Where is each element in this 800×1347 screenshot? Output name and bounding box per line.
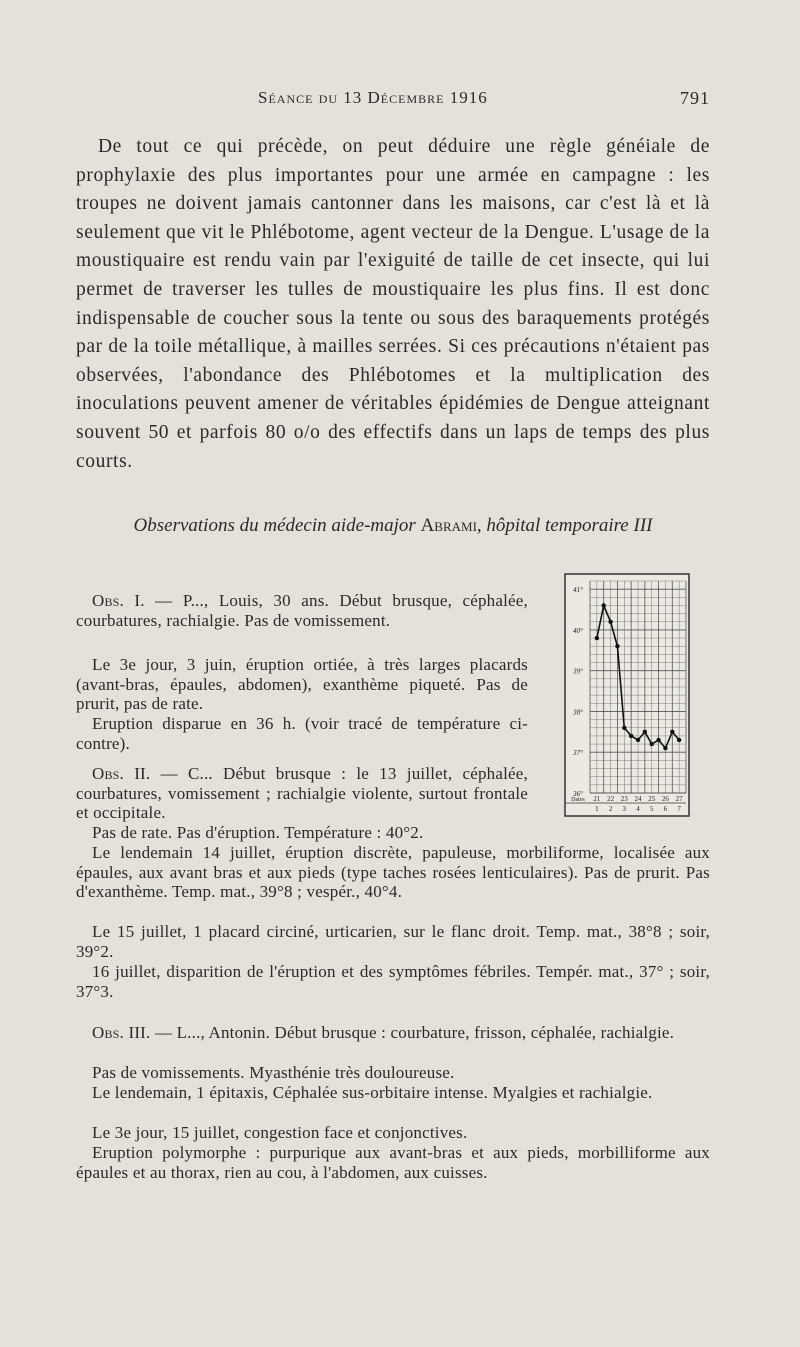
- obs3-text: — L..., Antonin. Début brusque : courbature, frisson, céphalée, rachialgie.: [150, 1023, 675, 1042]
- date-row-label: Dates: [571, 797, 585, 803]
- obs1-text: — P..., Louis, 30 ans. Début brusque, céphalée, courbatures, rachialgie. Pas de vomissement.: [76, 591, 528, 630]
- temperature-point: [615, 644, 619, 648]
- section-author: Abrami: [420, 515, 477, 536]
- x-day-label: 2: [608, 805, 613, 813]
- temperature-point: [608, 620, 612, 624]
- x-day-label: 1: [595, 805, 599, 813]
- page-number: 791: [680, 88, 710, 108]
- obs1-paragraph: [76, 591, 528, 630]
- obs2-paragraph: [76, 764, 528, 823]
- obs3-label: Obs. III.: [92, 1023, 151, 1042]
- header-title: Séance du 13 Décembre 1916: [258, 88, 488, 107]
- temperature-point: [656, 738, 660, 742]
- y-tick-label: 40°: [573, 626, 583, 635]
- x-date-label: 23: [620, 795, 628, 803]
- y-tick-label: 36°: [573, 790, 583, 798]
- x-date-label: 24: [634, 795, 642, 803]
- obs3-paragraph-2: Pas de vomissements. Myasthénie très douloureuse.: [92, 1063, 455, 1082]
- temperature-chart: [564, 573, 690, 817]
- x-day-label: 7: [677, 805, 681, 813]
- obs2-text: — C... Début brusque : le 13 juillet, céphalée, courbatures, vomissement ; rachialgie violente, surtout frontale et occipitale.: [76, 764, 528, 823]
- x-day-label: 3: [622, 805, 627, 813]
- temperature-point: [602, 603, 606, 607]
- temperature-point: [636, 738, 640, 742]
- section-title-part1: Observations du médecin aide-major: [133, 515, 421, 536]
- temperature-point: [650, 742, 654, 746]
- x-date-label: 22: [607, 795, 615, 803]
- x-date-label: 26: [661, 795, 669, 803]
- temperature-point: [663, 746, 667, 750]
- obs1-label: Obs. I.: [92, 591, 145, 610]
- x-date-label: 25: [648, 795, 656, 803]
- temperature-point: [670, 730, 674, 734]
- y-tick-label: 38°: [573, 708, 583, 717]
- y-tick-label: 39°: [573, 667, 583, 676]
- temperature-point: [643, 730, 647, 734]
- obs2-paragraph-2: Pas de rate. Pas d'éruption. Température : 40°2.: [92, 823, 424, 842]
- obs3-paragraph-4: Le 3e jour, 15 juillet, congestion face et conjonctives.: [92, 1123, 468, 1142]
- y-tick-label: 37°: [573, 749, 583, 758]
- intro-paragraph: De tout ce qui précède, on peut déduire une règle généiale de prophylaxie des plus importantes pour une armée en campagne : les troupes ne doivent jamais cantonner dans les maisons, car c'est là et là seulement que vit le Phlébotome, agent vecteur de la Dengue. L'usage de la moustiquaire est rendu vain par l'exiguité de taille de cet insecte, qui lui permet de traverser les tulles de moustiquaire les plus fins. Il est donc indispensable de coucher sous la tente ou sous des baraquements protégés par de la toile métallique, à mailles serrées. Si ces précautions n'étaient pas observées, l'abondance des Phlébotomes et la multiplication des inoculations peuvent amener de véritables épidémies de Dengue atteignant souvent 50 et parfois 80 o/o des effectifs dans un laps de temps des plus courts.: [76, 136, 710, 472]
- obs2-paragraph-5: 16 juillet, disparition de l'éruption et des symptômes fébriles. Tempér. mat., 37° ; soir, 37°3.: [76, 962, 710, 1001]
- running-header: [76, 88, 710, 118]
- obs2-label: Obs. II.: [92, 764, 151, 783]
- temperature-point: [622, 726, 626, 730]
- obs3-paragraph-5: Eruption polymorphe : purpurique aux avant-bras et aux pieds, morbilliforme aux épaules et au thorax, rien au cou, à l'abdomen, aux cuisses.: [76, 1143, 710, 1182]
- temperature-point: [629, 734, 633, 738]
- obs1-paragraph-3: Eruption disparue en 36 h. (voir tracé de température ci-contre).: [76, 714, 528, 753]
- x-day-label: 6: [663, 805, 668, 813]
- temperature-point: [677, 738, 681, 742]
- section-title-part2: , hôpital temporaire III: [476, 515, 653, 536]
- section-title: [76, 512, 710, 540]
- obs3-paragraph-3: Le lendemain, 1 épitaxis, Céphalée sus-orbitaire intense. Myalgies et rachialgie.: [92, 1083, 653, 1102]
- x-date-label: 21: [593, 795, 601, 803]
- y-tick-label: 41°: [573, 586, 583, 595]
- temperature-point: [595, 636, 599, 640]
- obs3-paragraph: [76, 1023, 710, 1043]
- obs2-paragraph-4: Le 15 juillet, 1 placard circiné, urticarien, sur le flanc droit. Temp. mat., 38°8 ; soir, 39°2.: [76, 922, 710, 961]
- x-day-label: 4: [636, 805, 640, 813]
- obs2-paragraph-3: Le lendemain 14 juillet, éruption discrète, papuleuse, morbiliforme, localisée aux épaules, aux avant bras et aux pieds (type taches rosées lenticulaires). Pas de prurit. Pas d'exanthème. Temp. mat., 39°8 ; vespér., 40°4.: [76, 843, 710, 902]
- x-date-label: 27: [675, 795, 683, 803]
- obs1-paragraph-2: Le 3e jour, 3 juin, éruption ortiée, à très larges placards (avant-bras, épaules, abdomen), exanthème piqueté. Pas de prurit, pas de rate.: [76, 655, 528, 714]
- x-day-label: 5: [649, 805, 654, 813]
